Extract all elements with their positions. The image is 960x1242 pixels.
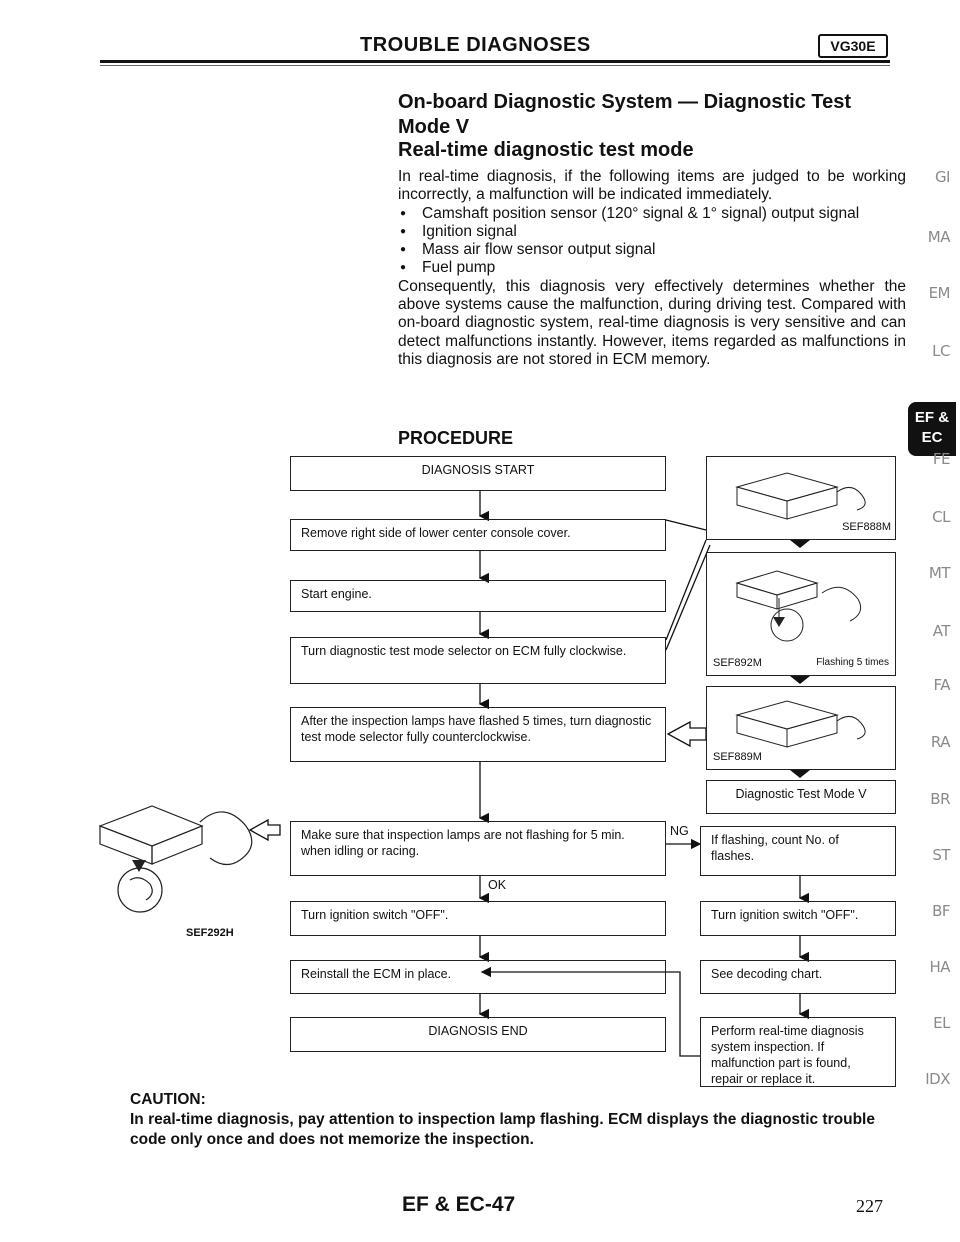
intro-paragraph: In real-time diagnosis, if the following items are judged to be working incorrectly, a malfunction will be indicated immediately. (398, 168, 906, 204)
page-number: 227 (856, 1196, 883, 1216)
side-tab-ha[interactable]: HA (929, 958, 950, 976)
side-tab-st[interactable]: ST (932, 846, 950, 864)
flow-right-count-flashes: If flashing, count No. of flashes. (700, 826, 896, 876)
flow-step-ignition-off: Turn ignition switch "OFF". (290, 901, 666, 936)
side-tab-br[interactable]: BR (930, 790, 950, 808)
subsection-title: Real-time diagnostic test mode (398, 139, 694, 161)
side-tab-fe[interactable]: FE (932, 450, 950, 468)
side-tab-ra[interactable]: RA (930, 733, 950, 751)
side-tab-fa[interactable]: FA (933, 676, 950, 694)
side-tab-bf[interactable]: BF (932, 902, 950, 920)
flow-step-reinstall-ecm: Reinstall the ECM in place. (290, 960, 666, 994)
flow-step-start-engine: Start engine. (290, 580, 666, 612)
footer-section-label: EF & EC-47 (402, 1193, 516, 1216)
figure-code: SEF892M (713, 657, 762, 669)
figure-ecm-location (706, 456, 896, 540)
consequence-paragraph: Consequently, this diagnosis very effectively determines whether the above systems cause the malfunction, during driving test. Compared with on-board diagnostic system, real-time diagnosis is very sensitive and can detect malfunctions instantly. However, items regarded as malfunctions in this diagnosis are not stored in ECM memory. (398, 277, 906, 368)
flow-right-ignition-off: Turn ignition switch "OFF". (700, 901, 896, 936)
figure-code: SEF888M (842, 521, 891, 533)
flow-step-check-lamps: Make sure that inspection lamps are not flashing for 5 min. when idling or racing. (290, 821, 666, 876)
page-header-title: TROUBLE DIAGNOSES (360, 34, 591, 56)
flow-step-remove-cover: Remove right side of lower center console cover. (290, 519, 666, 551)
side-tab-el[interactable]: EL (933, 1014, 950, 1032)
side-tab-ma[interactable]: MA (927, 228, 950, 246)
figure-code: SEF889M (713, 751, 762, 763)
figure-selector-counter (706, 686, 896, 770)
selector-turn-icon (707, 553, 893, 653)
ecm-illustration-icon (90, 786, 260, 916)
side-tab-idx[interactable]: IDX (925, 1070, 950, 1088)
bullet-item: ● Camshaft position sensor (120° signal & 1° signal) output signal (398, 205, 906, 223)
flow-end: DIAGNOSIS END (290, 1017, 666, 1052)
flow-right-inspection: Perform real-time diagnosis system inspection. If malfunction part is found, repair or replace it. (700, 1017, 896, 1087)
flow-step-selector-clockwise: Turn diagnostic test mode selector on ECM fully clockwise. (290, 637, 666, 684)
bullet-item: ● Mass air flow sensor output signal (398, 241, 906, 259)
section-title-cont: Mode V (398, 116, 470, 138)
ng-label: NG (670, 824, 689, 838)
side-tab-cl[interactable]: CL (932, 508, 950, 526)
side-tab-lc[interactable]: LC (932, 342, 950, 360)
side-tab-efec-active[interactable] (908, 402, 956, 456)
side-tab-mt[interactable]: MT (928, 564, 950, 582)
side-tab-em[interactable]: EM (928, 284, 950, 302)
flow-right-decoding-chart: See decoding chart. (700, 960, 896, 994)
caution-text: In real-time diagnosis, pay attention to inspection lamp flashing. ECM displays the diagnostic trouble code only once and does not memorize the inspection. (130, 1111, 875, 1148)
caution-block (130, 1090, 910, 1150)
side-tab-at[interactable]: AT (932, 622, 950, 640)
side-tab-active-line2: EC (921, 429, 943, 446)
figure-note: Flashing 5 times (816, 657, 889, 668)
flow-start: DIAGNOSIS START (290, 456, 666, 491)
flow-step-counterclockwise: After the inspection lamps have flashed 5 times, turn diagnostic test mode selector fully counterclockwise. (290, 707, 666, 762)
figure-selector-clockwise (706, 552, 896, 676)
section-title: On-board Diagnostic System — Diagnostic Test (398, 91, 852, 113)
side-tab-active-line1: EF & (914, 409, 950, 426)
figure-code: SEF292H (186, 927, 234, 939)
side-tab-gi[interactable]: GI (934, 168, 950, 186)
caution-title: CAUTION: (130, 1091, 206, 1108)
ok-label: OK (488, 878, 507, 892)
flow-mode-v: Diagnostic Test Mode V (706, 780, 896, 814)
bullet-item: ● Fuel pump (398, 259, 906, 277)
engine-badge: VG30E (818, 34, 888, 58)
procedure-title: PROCEDURE (398, 428, 514, 448)
bullet-item: ● Ignition signal (398, 223, 906, 241)
